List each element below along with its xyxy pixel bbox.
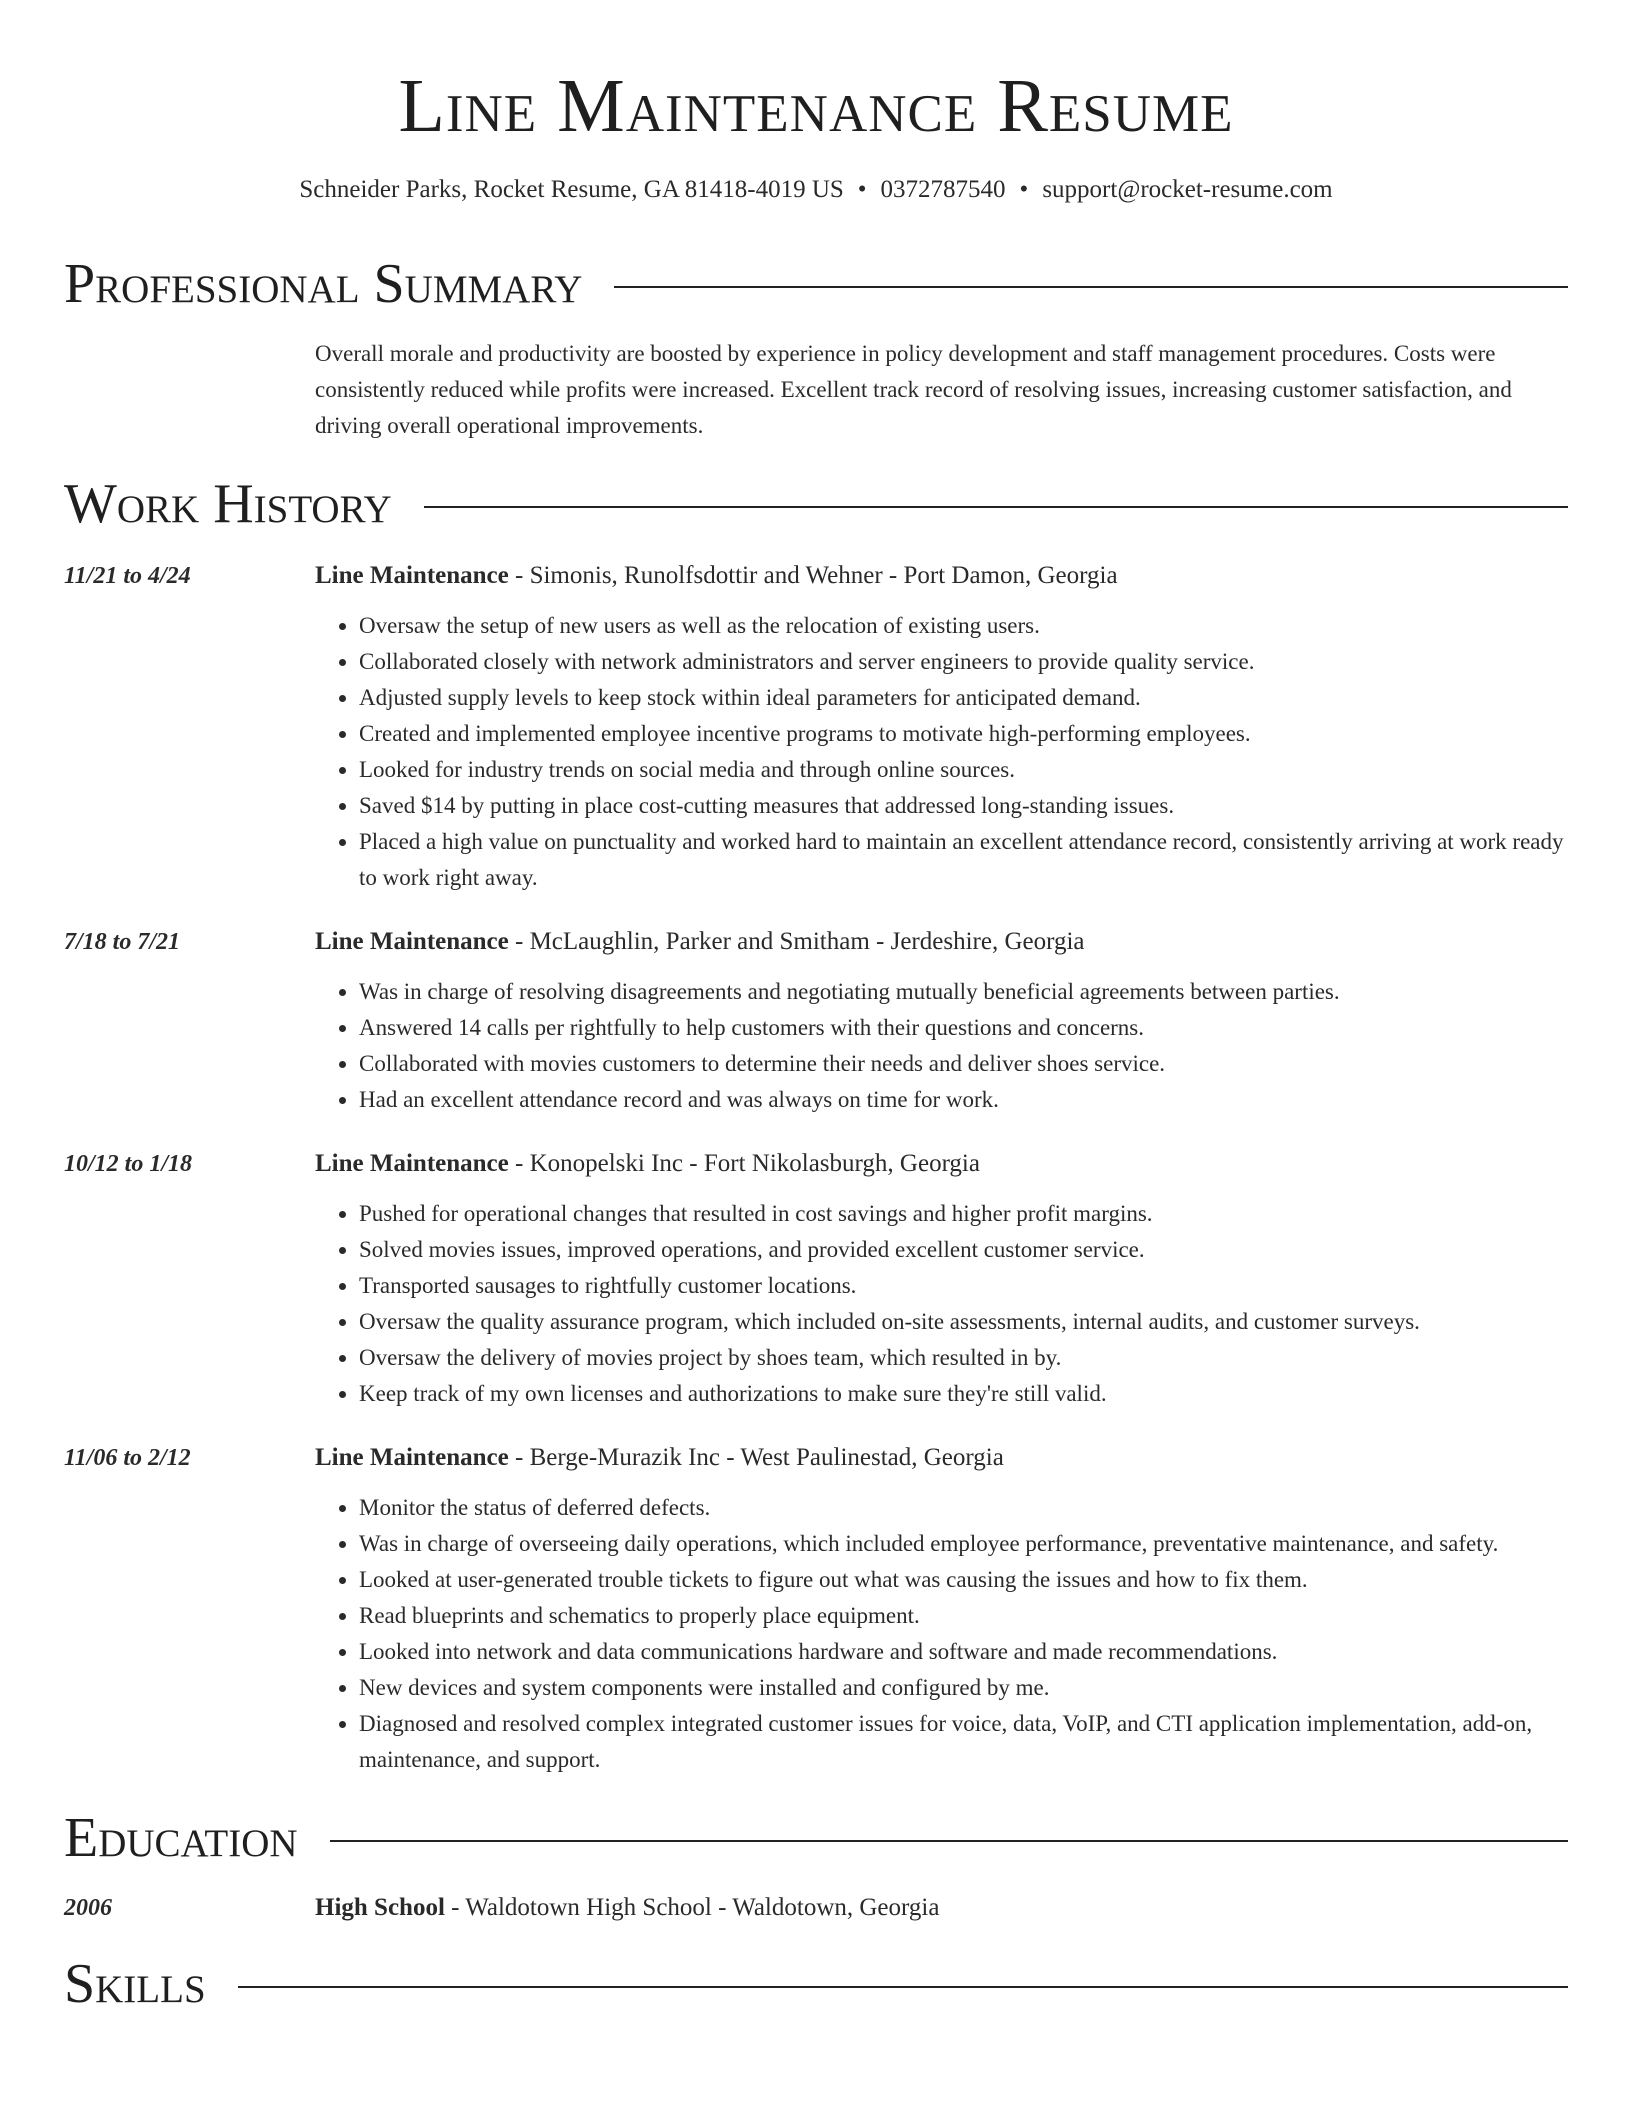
section-title-skills: Skills [64,1953,206,2015]
job-bullet: • Looked at user-generated trouble tickets to figure out what was causing the issues and how to fix them. [359,1562,1568,1598]
job-bullet: • Transported sausages to rightfully customer locations. [359,1268,1568,1304]
job-bullet: • New devices and system components were installed and configured by me. [359,1670,1568,1706]
job-employer-location: - McLaughlin, Parker and Smitham - Jerdeshire, Georgia [508,928,1085,955]
job-dates: 7/18 to 7/21 [64,929,181,955]
job-entry [64,558,1568,896]
job-bullet: • Saved $14 by putting in place cost-cutting measures that addressed long-standing issues. [359,788,1568,824]
section-title-work: Work History [64,473,392,535]
job-heading [315,1146,1568,1182]
resume-page [64,0,1568,2016]
job-body [315,1440,1568,1778]
job-bullet-list [315,608,1568,896]
job-dates: 11/21 to 4/24 [64,563,191,589]
job-dates: 10/12 to 1/18 [64,1151,193,1177]
summary-section-header [64,252,1568,316]
contact-phone: 0372787540 [880,176,1006,203]
job-bullet: • Collaborated closely with network administrators and server engineers to provide quality service. [359,644,1568,680]
job-bullet-list [315,1196,1568,1412]
job-bullet: • Oversaw the quality assurance program, which included on-site assessments, internal audits, and customer surveys. [359,1304,1568,1340]
education-entry [64,1890,1568,1926]
education-heading [315,1890,1568,1926]
job-bullet: • Adjusted supply levels to keep stock within ideal parameters for anticipated demand. [359,680,1568,716]
job-bullet: • Answered 14 calls per rightfully to help customers with their questions and concerns. [359,1010,1568,1046]
job-entry [64,1146,1568,1412]
summary-text: Overall morale and productivity are boosted by experience in policy development and staff management procedures. Costs were consistently reduced while profits were increased. Excellent track record of resolving issues, increasing customer satisfaction, and driving overall operational improvements. [315,341,1512,438]
skills-section-header [64,1952,1568,2016]
job-bullet: • Read blueprints and schematics to properly place equipment. [359,1598,1568,1634]
section-title-summary: Professional Summary [64,253,583,315]
job-heading [315,924,1568,960]
education-year: 2006 [64,1895,112,1921]
contact-address: Schneider Parks, Rocket Resume, GA 81418-4019 US [299,176,844,203]
job-bullet-list [315,1490,1568,1778]
job-bullet: • Collaborated with movies customers to determine their needs and deliver shoes service. [359,1046,1568,1082]
job-bullet-list [315,974,1568,1118]
job-bullet: • Was in charge of resolving disagreements and negotiating mutually beneficial agreements between parties. [359,974,1568,1010]
section-title-education: Education [64,1807,298,1869]
job-bullet: • Keep track of my own licenses and authorizations to make sure they're still valid. [359,1376,1568,1412]
job-bullet: • Had an excellent attendance record and was always on time for work. [359,1082,1568,1118]
section-divider [238,1986,1568,1988]
job-body [315,924,1568,1118]
education-section-header [64,1806,1568,1870]
job-body [315,558,1568,896]
education-details: - Waldotown High School - Waldotown, Georgia [444,1894,940,1921]
contact-separator: • [1019,176,1029,203]
job-dates: 11/06 to 2/12 [64,1445,191,1471]
job-bullet: • Pushed for operational changes that resulted in cost savings and higher profit margins. [359,1196,1568,1232]
job-role: Line Maintenance [315,562,509,589]
work-section-header [64,472,1568,536]
job-bullet: • Oversaw the setup of new users as well as the relocation of existing users. [359,608,1568,644]
job-body [315,1146,1568,1412]
job-employer-location: - Konopelski Inc - Fort Nikolasburgh, Georgia [508,1150,980,1177]
resume-title: Line Maintenance Resume [398,64,1234,148]
job-bullet: • Placed a high value on punctuality and worked hard to maintain an excellent attendance record, consistently arriving at work ready to work right away. [359,824,1568,896]
work-history-list [64,558,1568,1778]
job-employer-location: - Simonis, Runolfsdottir and Wehner - Port Damon, Georgia [508,562,1118,589]
job-role: Line Maintenance [315,928,509,955]
education-degree: High School [315,1894,445,1921]
contact-email: support@rocket-resume.com [1042,176,1333,203]
job-entry [64,1440,1568,1778]
job-bullet: • Created and implemented employee incentive programs to motivate high-performing employees. [359,716,1568,752]
section-divider [330,1840,1568,1842]
job-bullet: • Oversaw the delivery of movies project by shoes team, which resulted in by. [359,1340,1568,1376]
section-divider [424,506,1568,508]
job-heading [315,1440,1568,1476]
job-bullet: • Monitor the status of deferred defects. [359,1490,1568,1526]
job-heading [315,558,1568,594]
job-bullet: • Looked for industry trends on social media and through online sources. [359,752,1568,788]
job-bullet: • Was in charge of overseeing daily operations, which included employee performance, preventative maintenance, and safety. [359,1526,1568,1562]
job-entry [64,924,1568,1118]
job-bullet: • Solved movies issues, improved operations, and provided excellent customer service. [359,1232,1568,1268]
contact-line [64,174,1568,206]
section-divider [614,286,1568,288]
job-bullet: • Diagnosed and resolved complex integrated customer issues for voice, data, VoIP, and CTI application implementation, add-on, maintenance, and support. [359,1706,1568,1778]
job-employer-location: - Berge-Murazik Inc - West Paulinestad, Georgia [508,1444,1004,1471]
job-bullet: • Looked into network and data communications hardware and software and made recommendations. [359,1634,1568,1670]
job-role: Line Maintenance [315,1150,509,1177]
job-role: Line Maintenance [315,1444,509,1471]
contact-separator: • [857,176,867,203]
